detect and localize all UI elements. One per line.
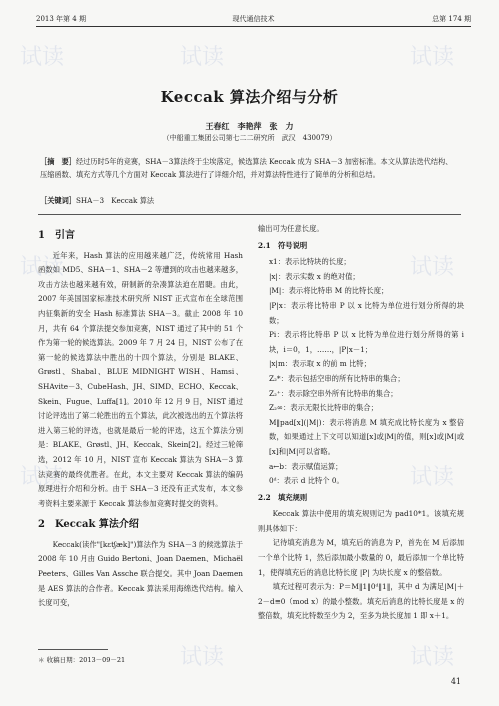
subsection-2-1-heading: 2.1 符号说明 [258,240,308,250]
watermark: 试读 [20,255,65,280]
padding-rule-intro: Keccak 算法中使用的填充规则记为 pad10*1。该填充规则具体如下： [258,509,464,533]
right-column [258,222,464,624]
left-column [38,222,243,611]
watermark: 试读 [410,465,455,490]
section-1-heading: 1 引言 [38,230,75,241]
header-total-issue: 总第 174 期 [432,15,471,23]
definition-item: Z₂*：表示包括空串的所有比特串的集合； [268,373,405,383]
definition-item: a←b：表示赋值运算； [268,461,343,471]
section-1-paragraph: 近年来，Hash 算法的应用越来越广泛，传统常用 Hash 函数如 MD5、SHA－1、SHA－2 等遭到的攻击也越来越多，攻击方法也越来越有效，研制新的杂凑算法迫在眉睫。由此，2007 年美国国家标准技术研究所 NIST 正式宣布在全球范围内征集新的安全 Hash 标准算法 SHA－3。截止 2008 年 10 月，共有 64 个算法提交参加竞赛，NIST 通过了其中的 51 个作为第一轮的候选算法。2009 年 7 月 24 日，NIST 公布了在第一轮的候选算法中胜出的十四个算法，分别是 BLAKE、Grøstl、Shabal、BLUE MIDNIGHT WISH、Hamsi、SHAvite－3、CubeHash、JH、SIMD、ECHO、Keccak、Skein、Fugue、Luffa[1]。2010 年 12 月 9 日，NIST 通过讨论评选出了第二轮胜出的五个算法，此次被选出的五个算法将进入第三轮的评选，也就是最后一轮的评选，这五个算法分别是：BLAKE、Grøstl、JH、Keccak、Skein[2]。经过三轮筛选，2012 年 10 月，NIST 宣布 Keccak 算法为 SHA－3 算法竞赛的最终优胜者。在此，本文主要对 Keccak 算法的编码原理进行介绍和分析。由于 SHA－3 还没有正式发布，本文参考资料主要来源于 Keccak 算法参加竞赛时提交的资料。 [38,250,243,508]
paper-title: Keccak 算法介绍与分析 [160,88,339,106]
watermark: 试读 [410,645,455,670]
header-journal: 现代通信技术 [232,15,275,23]
keywords-text: SHA－3 Keccak 算法 [75,196,155,205]
page-number: 41 [450,677,461,686]
watermark: 试读 [410,45,455,70]
padding-rule-formula: 填充过程可表示为：P＝M‖1‖0ᵈ‖1‖，其中 d 为满足|M|＋2－d≡0（mod x）的最小整数。填充后消息的比特长度是 x 的整倍数，填充比特数至少为 2，至多为块长度加 1 即 x＋1。 [258,582,464,621]
definition-item: Pi：表示将比特串 P 以 x 比特为单位进行划分所得的第 i 块，i＝0，1，……，|P|x－1； [268,330,464,354]
definition-item: |P|x：表示将比特串 P 以 x 比特为单位进行划分所得的块数； [268,300,464,325]
definition-item: Z₂∞：表示无限长比特串的集合； [268,403,378,413]
watermark: 试读 [410,255,455,280]
definition-item: |M|：表示将比特串 M 的比特长度； [268,286,389,296]
abstract [40,155,458,181]
header-rule [36,26,471,27]
watermark: 试读 [180,45,225,70]
watermark: 试读 [20,465,65,490]
definition-item: x1：表示比特块的长度； [268,257,351,267]
definition-item: |x|：表示实数 x 的绝对值； [268,271,360,281]
abstract-label: ［摘 要］ [40,157,76,166]
watermark: 试读 [180,645,225,670]
authors: 王春红 李艳萍 张 力 [205,121,294,131]
section-2-heading: 2 Keccak 算法介绍 [38,519,139,531]
definition-item: 0ᵈ：表示 d 比特个 0。 [268,476,344,486]
header-issue: 2013 年第 4 期 [36,15,86,23]
keywords-label: ［关键词］ [40,196,76,205]
abstract-text: 经过历时5年的竞赛，SHA－3算法终于尘埃落定，候选算法 Keccak 成为 SHA－3 加密标准。本文从算法迭代结构、压缩函数、填充方式等几个方面对 Keccak 算法进行了详细介绍，并对算法特性进行了简单的分析和总结。 [40,157,453,179]
running-header [36,14,471,26]
footnote-rule [38,649,108,650]
subsection-2-2-heading: 2.2 填充规则 [258,492,308,502]
footnote-received-date: ＊ 收稿日期：2013－09－21 [38,656,126,664]
abstract-rule [38,214,461,215]
section-2-paragraph: Keccak(读作"[kɛtʃæk]")算法作为 SHA－3 的候选算法于 2008 年 10 月由 Guido Bertoni、Joan Daemen、Michaël Peeters、Gilles Van Assche 联合提交。其中 Joan Daemen 是 AES 算法的合作者。Keccak 算法采用海绵迭代结构。输入长度可变， [38,539,243,608]
definition-item: M‖pad[x](|M|)：表示将消息 M 填充成比特长度为 x 整倍数，如果通过上下文可以知道[x]或|M|的值，则[x]或|M|或[x]和|M|可以省略。 [268,417,464,456]
padding-rule-description: 记待填充消息为 M，填充后的消息为 P，首先在 M 后添加一个单个比特 1，然后添加最小数量的 0，最后添加一个单比特 1，使得填充后的消息比特长度 |P| 为块长度 x 的整倍数。 [258,538,464,577]
keywords [40,196,458,206]
affiliation: （中船重工集团公司第七二二研究所 武汉 430079） [162,134,337,142]
continued-text: 输出可为任意长度。 [258,224,324,233]
symbol-definitions [258,255,464,489]
definition-item: Z₂⁺：表示除空串外所有比特串的集合； [268,388,398,398]
definition-item: |x|m：表示取 x 的前 m 比特； [268,359,371,369]
watermark: 试读 [20,45,65,70]
